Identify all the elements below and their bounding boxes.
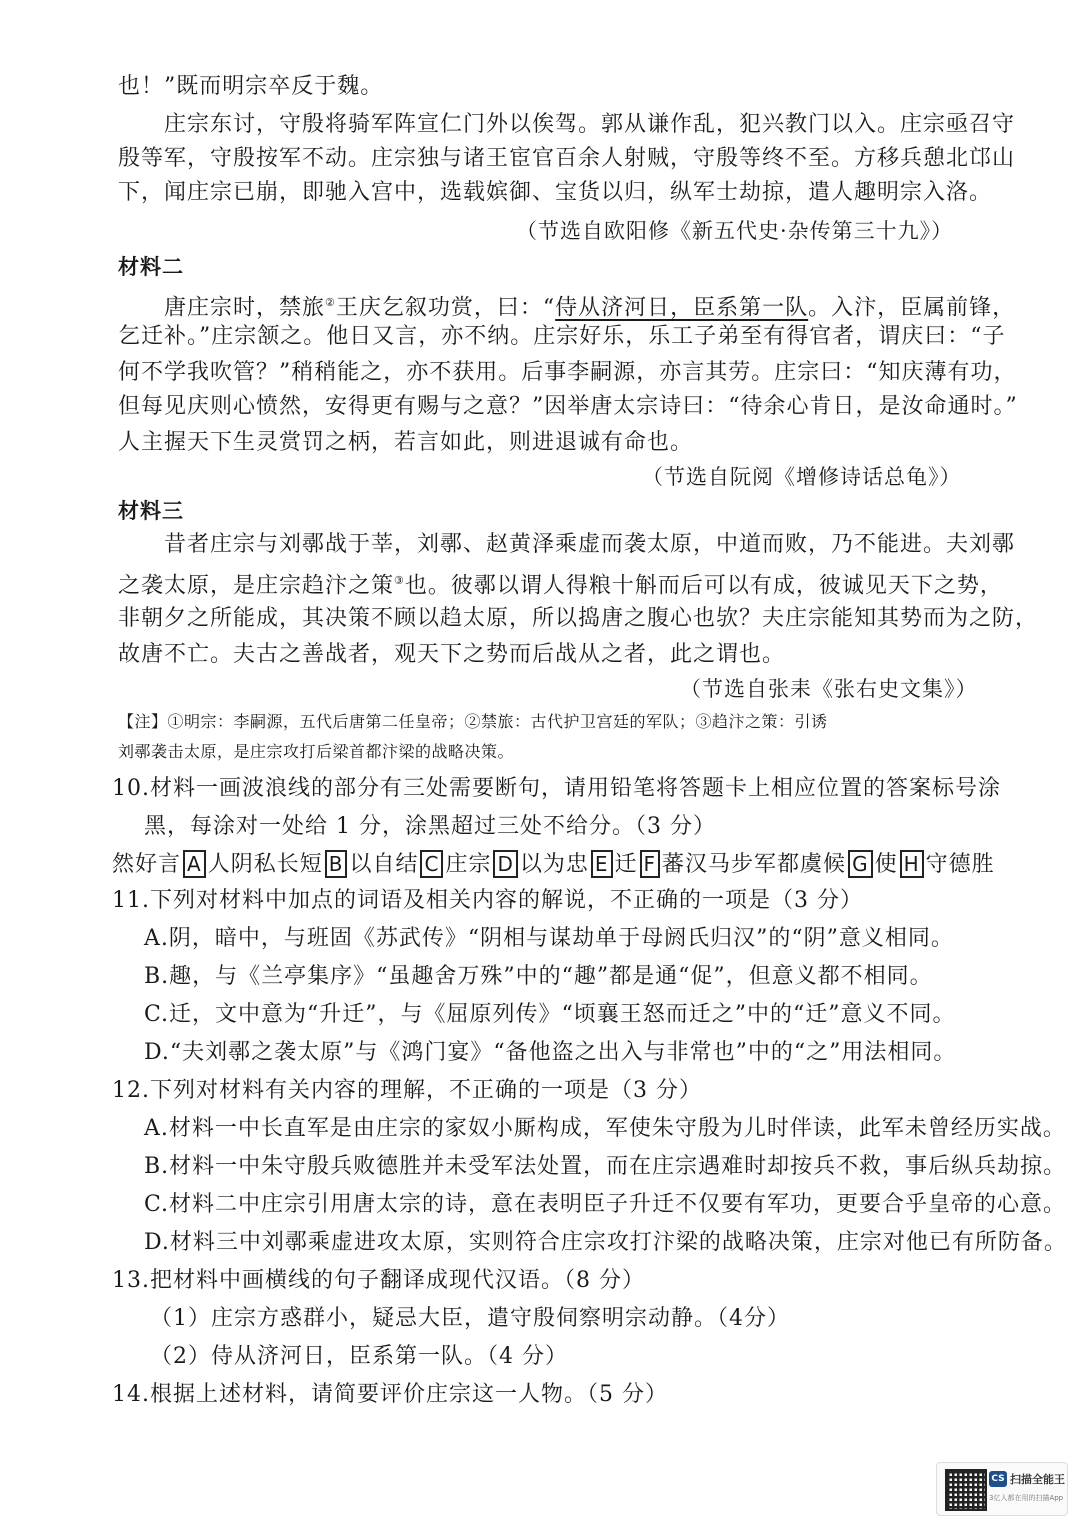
question-11-option-c[interactable]: C.迁，文中意为“升迁”，与《屈原列传》“顷襄王怒而迁之”中的“迁”意义不同。 [144, 1002, 956, 1027]
material1-source: （节选自欧阳修《新五代史·杂传第三十九》） [516, 219, 954, 243]
break-mark-F[interactable]: F [640, 850, 661, 878]
question-14-stem: 14.根据上述材料，请简要评价庄宗这一人物。（5 分） [112, 1382, 668, 1407]
qr-code-icon [945, 1469, 987, 1511]
material2-line: 何不学我吹管？”稍稍能之，亦不获用。后事李嗣源，亦言其劳。庄宗曰：“知庆薄有功， [118, 360, 1017, 385]
underlined-sentence: 侍从济河日，臣系第一队 [555, 295, 809, 321]
question-11-option-d[interactable]: D.“夫刘鄩之袭太原”与《鸿门宴》“备他盗之出入与非常也”中的“之”用法相同。 [144, 1040, 957, 1065]
camscanner-name: 扫描全能王 [1010, 1473, 1065, 1486]
scanner-watermark [936, 1462, 1068, 1516]
material2-line: 但每见庆则心愤然，安得更有赐与之意？”因举唐太宗诗曰：“待余心肯日，是汝命通时。” [118, 394, 1018, 419]
material1-line: 殷等军，守殷按军不动。庄宗独与诸王宦官百余人射贼，守殷等终不至。方移兵憩北邙山 [118, 146, 1016, 171]
camscanner-logo: CS [989, 1471, 1007, 1487]
material3-line: 非朝夕之所能成，其决策不顾以趋太原，所以捣唐之腹心也欤？夫庄宗能知其势而为之防， [118, 606, 1039, 631]
break-mark-B[interactable]: B [325, 850, 348, 878]
material2-line: 人主握天下生灵赏罚之柄，若言如此，则进退诚有命也。 [118, 430, 694, 455]
material3-heading: 材料三 [118, 499, 184, 523]
material1-line: 庄宗东讨，守殷将骑军阵宣仁门外以俟驾。郭从谦作乱，犯兴教门以入。庄宗亟召守 [164, 112, 1016, 137]
question-10-stem-cont: 黑，每涂对一处给 1 分，涂黑超过三处不给分。（3 分） [144, 814, 716, 839]
break-mark-H[interactable]: H [900, 850, 924, 878]
question-13-sub-2: （2）侍从济河日，臣系第一队。（4 分） [150, 1344, 568, 1369]
break-mark-G[interactable]: G [848, 850, 873, 878]
material2-line-1: 唐庄宗时，禁旅②王庆乞叙功赏，曰：“侍从济河日，臣系第一队。入汴，臣属前锋， [164, 295, 1016, 321]
question-11-stem: 11.下列对材料中加点的词语及相关内容的解说，不正确的一项是（3 分） [112, 888, 863, 913]
question-12-option-c[interactable]: C.材料二中庄宗引用唐太宗的诗，意在表明臣子升迁不仅要有军功，更要合乎皇帝的心意。 [144, 1192, 1067, 1217]
material2-line: 乞迁补。”庄宗颔之。他日又言，亦不纳。庄宗好乐，乐工子弟至有得官者，谓庆曰：“子 [118, 324, 1006, 349]
material3-line: 故唐不亡。夫古之善战者，观天下之势而后战从之者，此之谓也。 [118, 642, 786, 667]
material1-tail: 也！”既而明宗卒反于魏。 [118, 74, 384, 99]
question-12-stem: 12.下列对材料有关内容的理解，不正确的一项是（3 分） [112, 1078, 702, 1103]
break-mark-D[interactable]: D [493, 850, 517, 878]
material3-line-2: 之袭太原，是庄宗趋汴之策③也。彼鄩以谓人得粮十斛而后可以有成，彼诚见天下之势， [118, 573, 1003, 599]
question-13-stem: 13.把材料中画横线的句子翻译成现代汉语。（8 分） [112, 1268, 645, 1293]
material3-source: （节选自张耒《张右史文集》） [680, 677, 978, 701]
question-11-option-a[interactable]: A.阴，暗中，与班固《苏武传》“阴相与谋劫单于母阏氏归汉”的“阴”意义相同。 [144, 926, 954, 951]
question-12-option-d[interactable]: D.材料三中刘鄩乘虚进攻太原，实则符合庄宗攻打汴梁的战略决策，庄宗对他已有所防备。 [144, 1230, 1067, 1255]
material2-source: （节选自阮阅《增修诗话总龟》） [642, 465, 962, 489]
question-13-sub-1: （1）庄宗方惑群小，疑忌大臣，遣守殷伺察明宗动静。（4分） [150, 1306, 790, 1331]
note-line: 【注】①明宗：李嗣源，五代后唐第二任皇帝；②禁旅：古代护卫宫廷的军队；③趋汴之策：引诱 [118, 712, 828, 731]
break-mark-C[interactable]: C [420, 850, 443, 878]
break-mark-E[interactable]: E [591, 850, 613, 878]
question-10-stem: 10.材料一画波浪线的部分有三处需要断句，请用铅笔将答题卡上相应位置的答案标号涂 [112, 776, 1001, 801]
break-mark-A[interactable]: A [183, 850, 206, 878]
camscanner-tagline: 3亿人都在用的扫描App [989, 1494, 1064, 1502]
question-12-option-a[interactable]: A.材料一中长直军是由庄宗的家奴小厮构成，军使朱守殷为儿时伴读，此军未曾经历实战。 [144, 1116, 1066, 1141]
material3-line: 昔者庄宗与刘鄩战于莘，刘鄩、赵黄泽乘虚而袭太原，中道而败，乃不能进。夫刘鄩 [164, 532, 1016, 557]
question-10-sentence: 然好言 A 人阴私长短 B 以自结 C 庄宗 D 以为忠 E 迁 F 蕃汉马步军都虞候 G 使 H 守德胜 [112, 852, 995, 877]
material2-heading: 材料二 [118, 255, 184, 279]
note-line: 刘鄩袭击太原，是庄宗攻打后梁首都汴梁的战略决策。 [118, 742, 515, 761]
material1-line: 下，闻庄宗已崩，即驰入宫中，选载嫔御、宝货以归，纵军士劫掠，遣人趣明宗入洛。 [118, 180, 993, 205]
question-11-option-b[interactable]: B.趣，与《兰亭集序》“虽趣舍万殊”中的“趣”都是通“促”，但意义都不相同。 [144, 964, 933, 989]
question-12-option-b[interactable]: B.材料一中朱守殷兵败德胜并未受军法处置，而在庄宗遇难时却按兵不救，事后纵兵劫掠。 [144, 1154, 1067, 1179]
